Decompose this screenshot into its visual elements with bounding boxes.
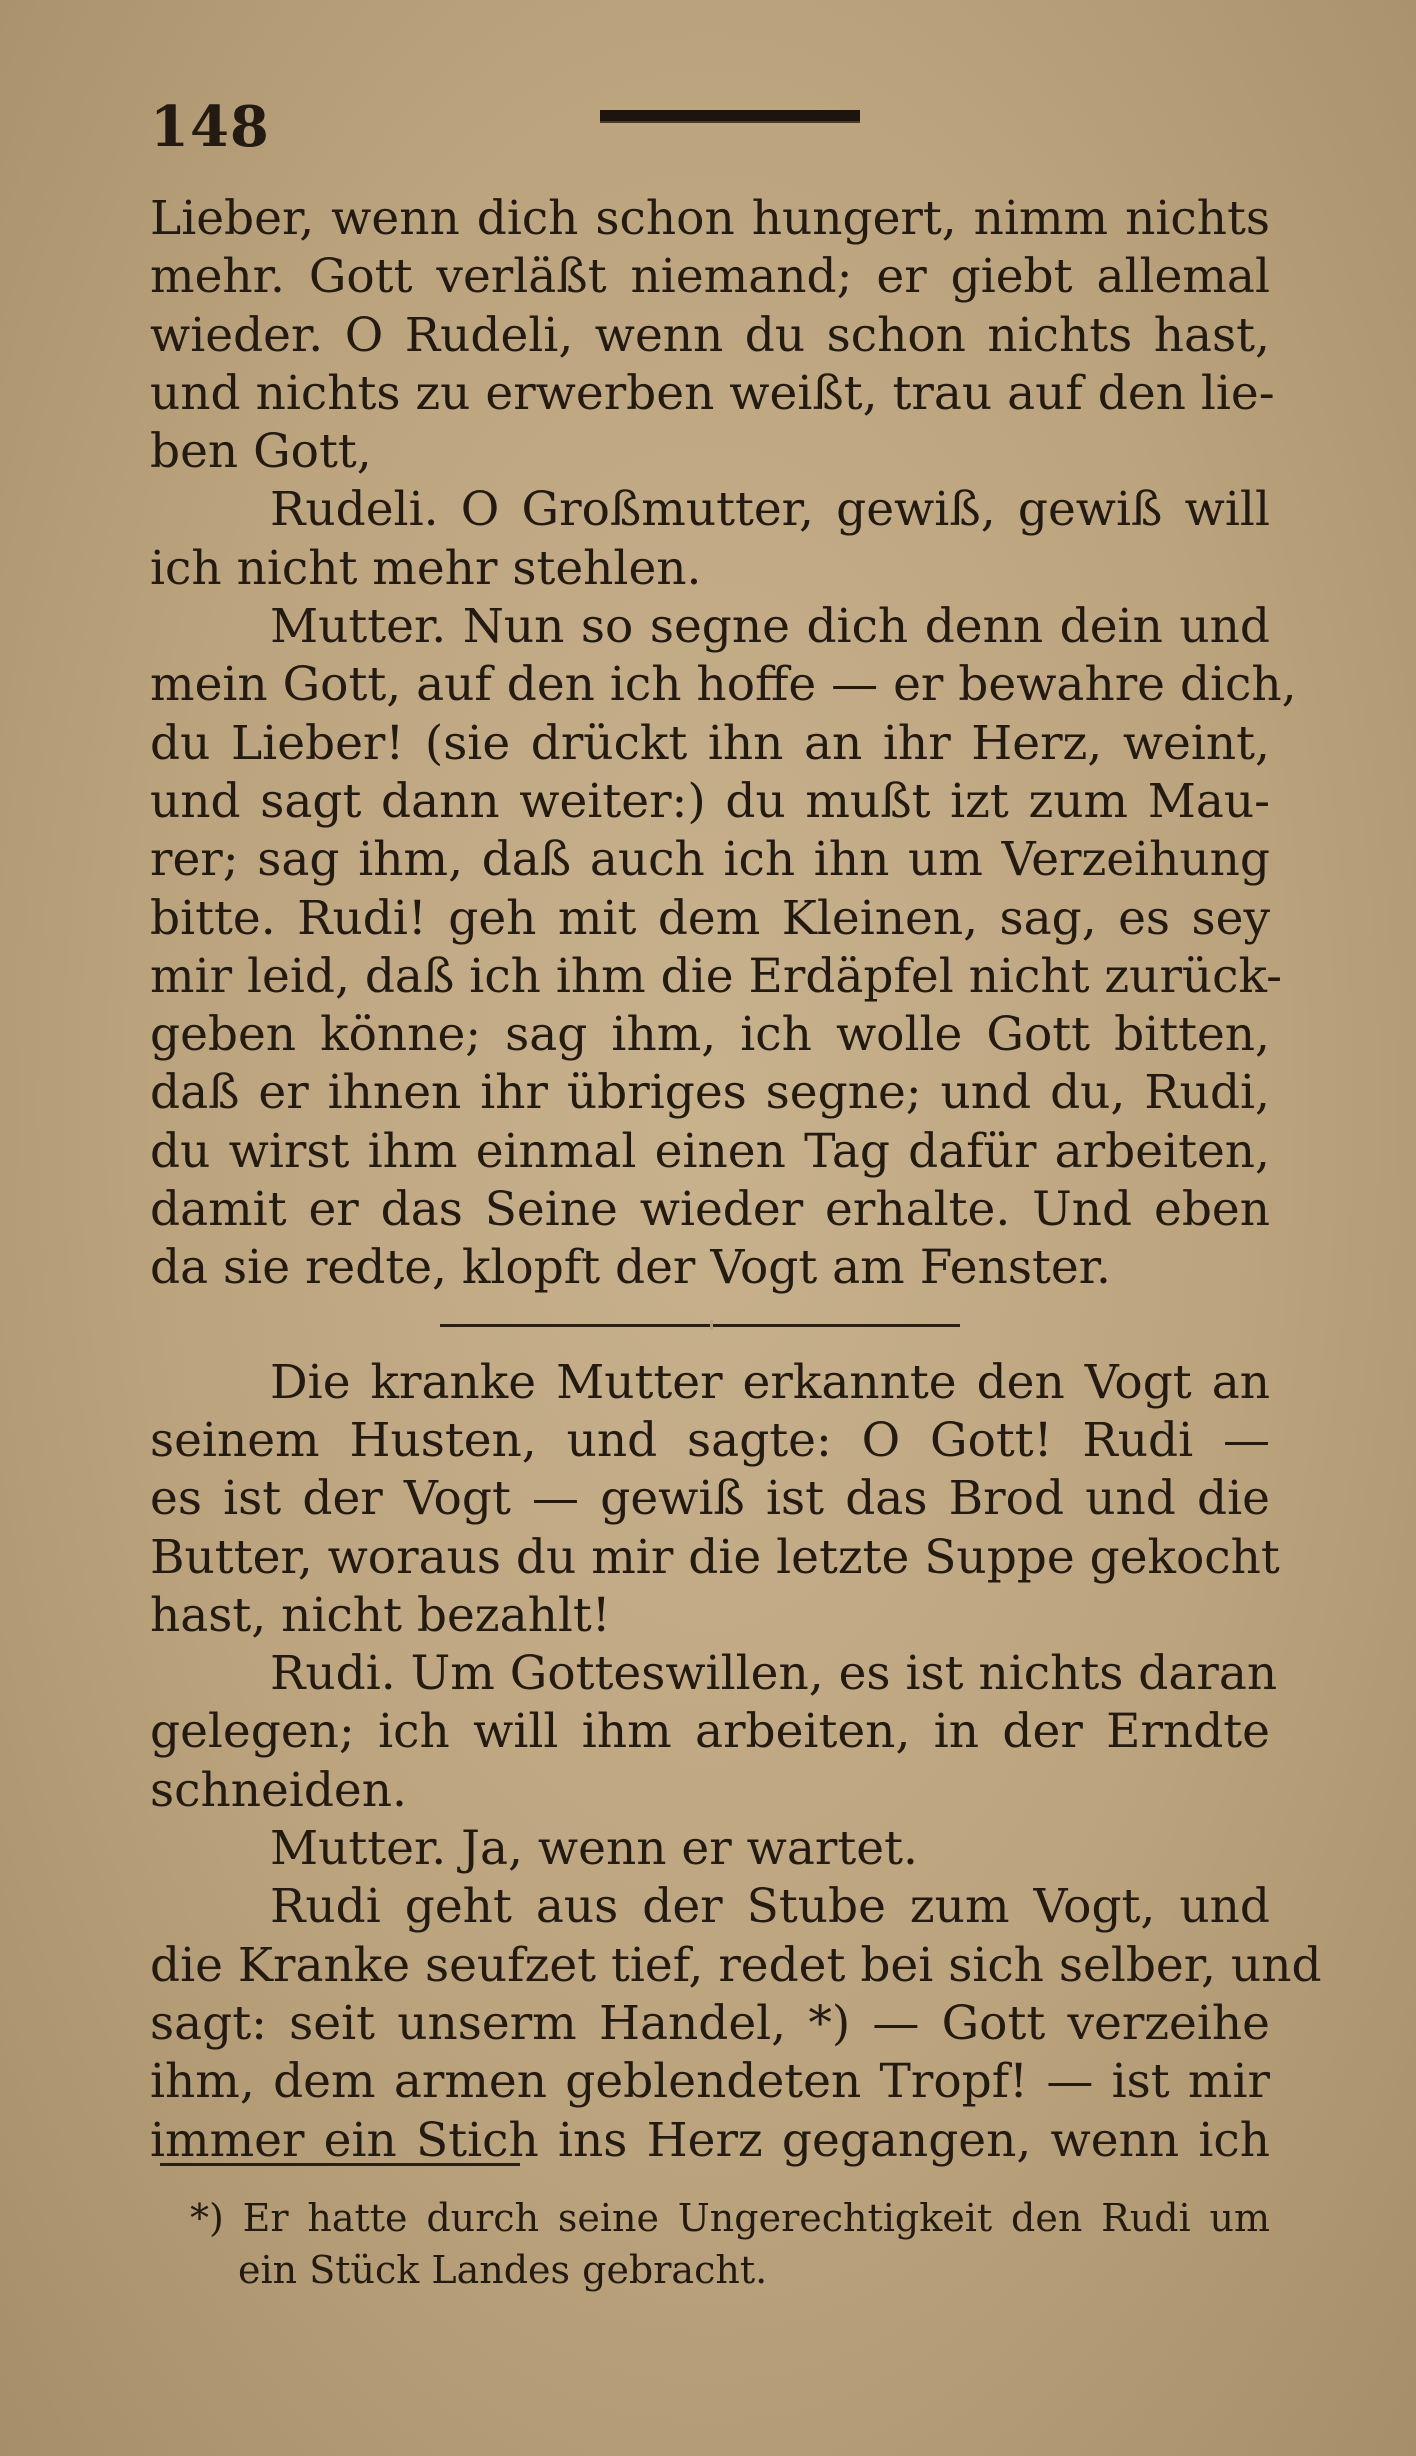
text-line: ben Gott, xyxy=(150,424,372,480)
text-line: Rudeli. O Großmutter, gewiß, gewiß will xyxy=(270,482,1270,538)
text-line: immer ein Stich ins Herz gegangen, wenn ich xyxy=(150,2112,1270,2168)
footnote-line: *) Er hatte durch seine Ungerechtigkeit den Rudi um xyxy=(190,2196,1270,2240)
text-line: daß er ihnen ihr übriges segne; und du, Rudi, xyxy=(150,1065,1270,1121)
section-divider xyxy=(150,1298,1270,1354)
text-line: sagt: seit unserm Handel, *) — Gott verzeihe xyxy=(150,1995,1270,2051)
header-ornament-rule xyxy=(600,110,860,123)
footnote-divider xyxy=(160,2163,520,2166)
text-line: Mutter. Nun so segne dich denn dein und xyxy=(270,599,1270,655)
page-number: 148 xyxy=(150,94,270,160)
text-line: mir leid, daß ich ihm die Erdäpfel nicht zurück- xyxy=(150,948,1283,1004)
text-line: seinem Husten, und sagte: O Gott! Rudi — xyxy=(150,1412,1270,1468)
text-line: es ist der Vogt — gewiß ist das Brod und die xyxy=(150,1471,1270,1527)
text-line: und sagt dann weiter:) du mußt izt zum Mau- xyxy=(150,773,1270,829)
text-line: damit er das Seine wieder erhalte. Und eben xyxy=(150,1182,1270,1238)
footnote-line: ein Stück Landes gebracht. xyxy=(238,2248,768,2292)
text-line: ihm, dem armen geblendeten Tropf! — ist mir xyxy=(150,2054,1270,2110)
text-line: rer; sag ihm, daß auch ich ihn um Verzeihung xyxy=(150,832,1270,888)
text-line: da sie redte, klopft der Vogt am Fenster. xyxy=(150,1240,1111,1296)
text-line: wieder. O Rudeli, wenn du schon nichts hast, xyxy=(150,307,1270,363)
text-line: du Lieber! (sie drückt ihn an ihr Herz, weint, xyxy=(150,715,1270,771)
text-line: du wirst ihm einmal einen Tag dafür arbeiten, xyxy=(150,1123,1270,1179)
text-line: Lieber, wenn dich schon hungert, nimm nichts xyxy=(150,191,1270,246)
text-line: Die kranke Mutter erkannte den Vogt an xyxy=(270,1354,1270,1410)
footnote xyxy=(190,2192,1270,2296)
text-line: Rudi. Um Gotteswillen, es ist nichts daran xyxy=(270,1646,1278,1702)
page-header xyxy=(150,92,1310,172)
main-text xyxy=(150,190,1322,2170)
text-line: bitte. Rudi! geh mit dem Kleinen, sag, es sey xyxy=(150,890,1270,946)
text-line: Rudi geht aus der Stube zum Vogt, und xyxy=(270,1879,1270,1935)
text-line: schneiden. xyxy=(150,1762,407,1818)
text-line: hast, nicht bezahlt! xyxy=(150,1587,611,1643)
text-line: ich nicht mehr stehlen. xyxy=(150,540,702,596)
text-line: gelegen; ich will ihm arbeiten, in der Erndte xyxy=(150,1704,1270,1760)
text-line: mein Gott, auf den ich hoffe — er bewahre dich, xyxy=(150,657,1297,713)
text-line: mehr. Gott verläßt niemand; er giebt allemal xyxy=(150,249,1270,305)
text-line: die Kranke seufzet tief, redet bei sich selber, und xyxy=(150,1937,1322,1993)
text-line: und nichts zu erwerben weißt, trau auf den lie- xyxy=(150,365,1275,421)
text-line: Mutter. Ja, wenn er wartet. xyxy=(270,1821,918,1877)
text-line: Butter, woraus du mir die letzte Suppe gekocht xyxy=(150,1529,1280,1585)
text-line: geben könne; sag ihm, ich wolle Gott bitten, xyxy=(150,1007,1270,1063)
